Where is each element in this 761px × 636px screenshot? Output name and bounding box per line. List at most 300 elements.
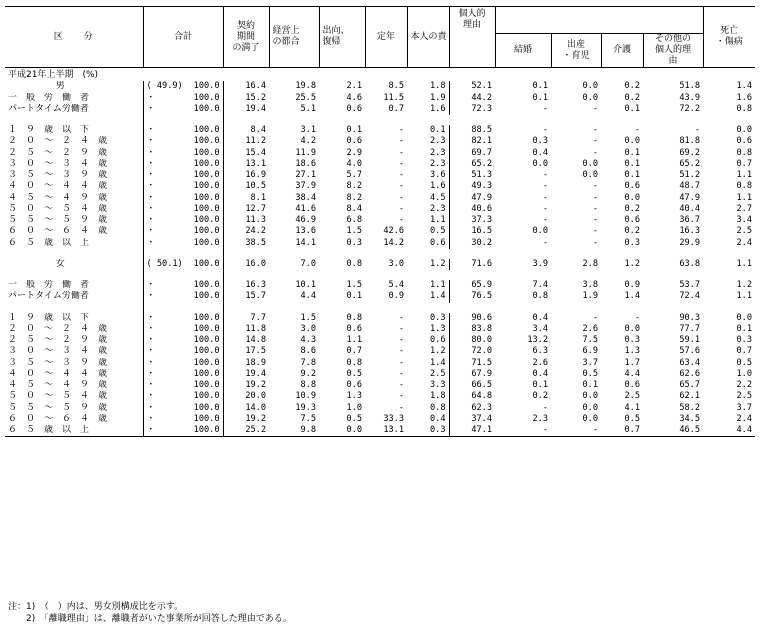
footnotes <box>8 601 292 625</box>
value-cell: 14.0 <box>245 402 267 413</box>
empty-cell <box>551 303 601 313</box>
empty-cell <box>223 303 269 313</box>
value-cell: - <box>398 158 405 169</box>
value-cell: 0.1 <box>532 92 549 103</box>
value-cell: 0.0 <box>582 92 599 103</box>
empty-cell <box>223 115 269 125</box>
value-cell: - <box>398 215 405 226</box>
value-cell: 4.4 <box>300 291 317 302</box>
sex-ratio-cell: ・ <box>146 215 156 226</box>
table-row <box>5 358 755 369</box>
value-cell: 8.2 <box>346 192 363 203</box>
value-cell: - <box>398 391 405 402</box>
value-cell: 65.9 <box>449 280 495 291</box>
period-label: 平成21年上半期 (%) <box>8 70 99 81</box>
total-cell: 100.0 <box>185 104 223 115</box>
value-cell: 0.7 <box>736 158 753 169</box>
sex-ratio-cell: ・ <box>146 158 156 169</box>
row-label: １ ９ 歳 以 下 <box>5 313 143 324</box>
value-cell: 9.8 <box>269 425 319 437</box>
value-cell: 8.8 <box>300 380 317 391</box>
value-cell: 52.1 <box>449 81 495 92</box>
total-cell: 100.0 <box>185 93 223 104</box>
value-cell: 0.3 <box>429 312 446 323</box>
row-label: ６ ５ 歳 以 上 <box>5 238 143 249</box>
value-cell: - <box>398 357 405 368</box>
value-cell: 69.2 <box>679 147 701 158</box>
total-cell: 100.0 <box>185 280 223 291</box>
table-row <box>5 403 755 414</box>
value-cell: 0.1 <box>624 158 641 169</box>
value-cell: 66.5 <box>449 380 495 391</box>
value-cell: 0.5 <box>624 413 641 424</box>
value-cell: 8.2 <box>346 181 363 192</box>
value-cell: 0.8 <box>346 357 363 368</box>
value-cell: 65.2 <box>449 159 495 170</box>
row-label: ５ ０ ～ ５ ４ 歳 <box>5 204 143 215</box>
empty-cell <box>319 303 365 313</box>
header-transfer: 出向、 復帰 <box>319 7 365 68</box>
value-cell: 20.0 <box>245 391 267 402</box>
value-cell: 1.1 <box>736 192 753 203</box>
value-cell: 1.1 <box>346 335 363 346</box>
header-care: 介護 <box>601 34 643 68</box>
value-cell: 0.1 <box>624 103 641 114</box>
empty-cell <box>601 115 643 125</box>
value-cell: 0.0 <box>624 192 641 203</box>
value-cell: 0.1 <box>346 125 363 136</box>
value-cell: 0.7 <box>388 103 405 114</box>
value-cell: 1.3 <box>346 391 363 402</box>
value-cell: 44.2 <box>449 93 495 104</box>
value-cell: 0.5 <box>736 357 753 368</box>
value-cell: 63.4 <box>679 357 701 368</box>
value-cell: - <box>398 136 405 147</box>
value-cell: 83.8 <box>449 324 495 335</box>
empty-cell <box>223 270 269 280</box>
row-label: パートタイム労働者 <box>5 104 143 115</box>
value-cell: 2.5 <box>736 226 753 237</box>
value-cell: - <box>592 237 599 248</box>
value-cell: 38.5 <box>245 237 267 248</box>
table-row <box>5 93 755 104</box>
empty-cell <box>407 249 449 259</box>
value-cell: 63.8 <box>679 258 701 269</box>
sex-ratio-cell: ・ <box>146 103 156 114</box>
table-header <box>5 7 755 68</box>
row-label: ６ ５ 歳 以 上 <box>5 425 143 437</box>
value-cell: 14.8 <box>245 335 267 346</box>
value-cell: 10.1 <box>295 280 317 291</box>
table-row <box>5 81 755 92</box>
value-cell: 11.3 <box>245 215 267 226</box>
value-cell: 46.5 <box>643 425 703 437</box>
total-cell: 100.0 <box>185 181 223 192</box>
value-cell: 2.6 <box>582 323 599 334</box>
value-cell: 0.5 <box>429 226 446 237</box>
value-cell: 3.8 <box>582 280 599 291</box>
value-cell: 11.2 <box>245 136 267 147</box>
total-cell: 100.0 <box>185 125 223 136</box>
sex-ratio-cell: ・ <box>146 291 156 302</box>
value-cell: 0.7 <box>736 346 753 357</box>
empty-cell <box>185 115 223 125</box>
statistics-table <box>5 6 755 437</box>
empty-cell <box>449 115 495 125</box>
value-cell: 2.5 <box>736 391 753 402</box>
value-cell: 19.4 <box>245 368 267 379</box>
value-cell: 11.5 <box>383 92 405 103</box>
empty-cell <box>5 115 143 125</box>
value-cell: 24.2 <box>245 226 267 237</box>
value-cell: 10.5 <box>245 181 267 192</box>
value-cell: 2.2 <box>736 380 753 391</box>
value-cell: 0.0 <box>532 158 549 169</box>
value-cell: 5.4 <box>388 280 405 291</box>
value-cell: 1.4 <box>624 291 641 302</box>
value-cell: 3.6 <box>429 170 446 181</box>
empty-cell <box>5 270 143 280</box>
total-cell: 100.0 <box>185 81 223 92</box>
sex-ratio-cell: ・ <box>146 402 156 413</box>
total-cell: 100.0 <box>185 170 223 181</box>
value-cell: 0.1 <box>532 380 549 391</box>
sex-ratio-cell: ・ <box>146 312 156 323</box>
total-cell: 100.0 <box>185 291 223 302</box>
value-cell: 1.5 <box>300 312 317 323</box>
footnote-1: 注：1) （ ）内は、男女別構成比を示す。 <box>8 602 184 612</box>
empty-cell <box>185 249 223 259</box>
table-row <box>5 215 755 226</box>
empty-cell <box>269 303 319 313</box>
value-cell: 3.3 <box>429 380 446 391</box>
value-cell: 0.2 <box>624 203 641 214</box>
row-label: ４ ５ ～ ４ ９ 歳 <box>5 380 143 391</box>
spacer-row <box>5 303 755 313</box>
value-cell: 0.1 <box>582 380 599 391</box>
value-cell: 9.2 <box>300 368 317 379</box>
value-cell: 0.1 <box>736 323 753 334</box>
empty-cell <box>143 115 185 125</box>
value-cell: - <box>398 312 405 323</box>
value-cell: - <box>495 425 551 437</box>
value-cell: 19.4 <box>245 103 267 114</box>
value-cell: 37.4 <box>449 414 495 425</box>
empty-cell <box>601 270 643 280</box>
value-cell: 0.8 <box>736 103 753 114</box>
value-cell: 1.1 <box>429 215 446 226</box>
value-cell: 82.1 <box>449 136 495 147</box>
total-cell: 100.0 <box>185 403 223 414</box>
total-cell: 100.0 <box>185 136 223 147</box>
total-cell: 100.0 <box>185 358 223 369</box>
value-cell: 1.4 <box>429 357 446 368</box>
value-cell: 19.8 <box>295 81 317 92</box>
value-cell: 72.2 <box>679 103 701 114</box>
value-cell: 1.6 <box>736 92 753 103</box>
value-cell: - <box>592 125 599 136</box>
value-cell: - <box>398 203 405 214</box>
sex-ratio-cell: ( 49.9) <box>146 81 183 92</box>
value-cell: 1.1 <box>429 280 446 291</box>
value-cell: 46.9 <box>295 215 317 226</box>
empty-cell <box>223 249 269 259</box>
sex-ratio-cell: ・ <box>146 335 156 346</box>
value-cell: 0.0 <box>582 170 599 181</box>
table-row <box>5 136 755 147</box>
value-cell: 13.1 <box>365 425 407 437</box>
sex-ratio-cell: ( 50.1) <box>146 258 183 269</box>
row-label: ５ ０ ～ ５ ４ 歳 <box>5 391 143 402</box>
value-cell: 0.0 <box>624 323 641 334</box>
row-label: ３ ５ ～ ３ ９ 歳 <box>5 358 143 369</box>
empty-cell <box>319 249 365 259</box>
table-row <box>5 346 755 357</box>
empty-cell <box>703 115 755 125</box>
total-cell: 100.0 <box>185 148 223 159</box>
empty-cell <box>495 249 551 259</box>
value-cell: 0.0 <box>582 391 599 402</box>
value-cell: 33.3 <box>383 413 405 424</box>
value-cell: - <box>694 125 701 136</box>
value-cell: 8.5 <box>388 81 405 92</box>
value-cell: 47.1 <box>449 425 495 437</box>
sex-ratio-cell: ・ <box>143 425 185 437</box>
value-cell: 25.2 <box>223 425 269 437</box>
value-cell: 7.0 <box>300 258 317 269</box>
table-row <box>5 291 755 302</box>
value-cell: 0.0 <box>582 158 599 169</box>
value-cell: 2.3 <box>429 136 446 147</box>
spacer-row <box>5 115 755 125</box>
value-cell: - <box>542 181 549 192</box>
row-label: ３ ０ ～ ３ ４ 歳 <box>5 346 143 357</box>
empty-cell <box>449 303 495 313</box>
row-label: ４ ０ ～ ４ ４ 歳 <box>5 369 143 380</box>
value-cell: 0.6 <box>346 103 363 114</box>
table-row <box>5 159 755 170</box>
value-cell: 36.7 <box>679 215 701 226</box>
value-cell: 6.3 <box>532 346 549 357</box>
value-cell: 88.5 <box>449 125 495 136</box>
total-cell: 100.0 <box>185 380 223 391</box>
value-cell: 0.5 <box>582 368 599 379</box>
value-cell: 0.1 <box>429 125 446 136</box>
value-cell: 11.8 <box>245 323 267 334</box>
value-cell: 0.6 <box>346 323 363 334</box>
value-cell: 0.1 <box>624 170 641 181</box>
header-personal-span <box>495 7 703 34</box>
value-cell: 1.9 <box>582 291 599 302</box>
spacer-row <box>5 270 755 280</box>
value-cell: 1.6 <box>429 181 446 192</box>
sex-ratio-cell: ・ <box>146 136 156 147</box>
value-cell: 37.9 <box>295 181 317 192</box>
value-cell: 8.4 <box>346 203 363 214</box>
value-cell: 2.9 <box>346 147 363 158</box>
value-cell: - <box>398 192 405 203</box>
value-cell: 0.6 <box>429 237 446 248</box>
table-row <box>5 369 755 380</box>
value-cell: 4.1 <box>624 402 641 413</box>
row-label: ５ ５ ～ ５ ９ 歳 <box>5 403 143 414</box>
value-cell: 1.6 <box>429 103 446 114</box>
value-cell: 3.7 <box>736 402 753 413</box>
value-cell: 29.9 <box>679 237 701 248</box>
value-cell: 30.2 <box>449 238 495 249</box>
empty-cell <box>319 270 365 280</box>
total-cell: 100.0 <box>185 414 223 425</box>
empty-cell <box>601 249 643 259</box>
value-cell: 19.3 <box>295 402 317 413</box>
header-death: 死亡 ・傷病 <box>703 7 755 68</box>
value-cell: 0.0 <box>582 81 599 92</box>
empty-cell <box>269 249 319 259</box>
value-cell: 0.3 <box>736 335 753 346</box>
value-cell: 0.0 <box>624 136 641 147</box>
sex-ratio-cell: ・ <box>146 368 156 379</box>
value-cell: 6.8 <box>346 215 363 226</box>
value-cell: 1.1 <box>736 291 753 302</box>
value-cell: 8.6 <box>300 346 317 357</box>
header-total: 合計 <box>143 7 223 68</box>
value-cell: 0.0 <box>582 413 599 424</box>
value-cell: 2.8 <box>582 258 599 269</box>
total-cell: 100.0 <box>185 259 223 270</box>
value-cell: 72.0 <box>449 346 495 357</box>
empty-cell <box>601 303 643 313</box>
value-cell: 77.7 <box>679 323 701 334</box>
row-label: ２ ５ ～ ２ ９ 歳 <box>5 335 143 346</box>
value-cell: 4.0 <box>346 158 363 169</box>
value-cell: 4.5 <box>429 192 446 203</box>
value-cell: - <box>592 147 599 158</box>
value-cell: 16.0 <box>245 258 267 269</box>
value-cell: 0.8 <box>429 402 446 413</box>
total-cell: 100.0 <box>185 204 223 215</box>
value-cell: 15.4 <box>245 147 267 158</box>
value-cell: 1.2 <box>624 258 641 269</box>
value-cell: 53.7 <box>679 280 701 291</box>
table-row <box>5 313 755 324</box>
value-cell: 1.1 <box>736 258 753 269</box>
footnote-2: 2) 「離職理由」は、離職者がいた事業所が回答した理由である。 <box>8 614 292 624</box>
value-cell: 16.3 <box>679 226 701 237</box>
empty-cell <box>643 303 703 313</box>
sex-ratio-cell: ・ <box>146 346 156 357</box>
total-cell: 100.0 <box>185 159 223 170</box>
value-cell: - <box>542 170 549 181</box>
empty-cell <box>269 115 319 125</box>
sex-ratio-cell: ・ <box>146 380 156 391</box>
value-cell: 11.9 <box>295 147 317 158</box>
value-cell: 47.9 <box>449 193 495 204</box>
value-cell: 0.5 <box>346 368 363 379</box>
value-cell: 64.8 <box>449 391 495 402</box>
value-cell: 0.5 <box>346 413 363 424</box>
header-management: 経営上 の都合 <box>269 7 319 68</box>
value-cell: 0.4 <box>429 413 446 424</box>
value-cell: 2.6 <box>532 357 549 368</box>
value-cell: 48.7 <box>679 181 701 192</box>
value-cell: 3.0 <box>388 258 405 269</box>
value-cell: 0.4 <box>532 312 549 323</box>
value-cell: 18.6 <box>295 158 317 169</box>
value-cell: 0.9 <box>388 291 405 302</box>
value-cell: 0.2 <box>624 92 641 103</box>
table-row <box>5 280 755 291</box>
value-cell: 2.7 <box>736 203 753 214</box>
total-cell: 100.0 <box>185 215 223 226</box>
value-cell: 59.1 <box>679 335 701 346</box>
value-cell: - <box>634 312 641 323</box>
table-body <box>5 68 755 437</box>
value-cell: 16.5 <box>449 226 495 237</box>
value-cell: 1.3 <box>429 323 446 334</box>
value-cell: 0.6 <box>736 136 753 147</box>
sex-ratio-cell: ・ <box>146 323 156 334</box>
value-cell: - <box>398 181 405 192</box>
value-cell: 41.6 <box>295 203 317 214</box>
value-cell: 43.9 <box>679 92 701 103</box>
value-cell: 0.0 <box>532 226 549 237</box>
value-cell: 18.9 <box>245 357 267 368</box>
empty-cell <box>551 249 601 259</box>
value-cell: 0.6 <box>346 380 363 391</box>
total-cell: 100.0 <box>185 335 223 346</box>
table-row <box>5 238 755 249</box>
value-cell: - <box>592 136 599 147</box>
empty-cell <box>551 115 601 125</box>
header-personal: 個人的 理由 <box>449 7 495 34</box>
empty-cell <box>5 249 143 259</box>
table-row <box>5 425 755 437</box>
empty-cell <box>269 270 319 280</box>
value-cell: 10.9 <box>295 391 317 402</box>
value-cell: 0.8 <box>736 181 753 192</box>
value-cell: 90.6 <box>449 313 495 324</box>
empty-cell <box>495 115 551 125</box>
value-cell: 13.6 <box>295 226 317 237</box>
value-cell: 0.6 <box>346 136 363 147</box>
value-cell: 51.3 <box>449 170 495 181</box>
value-cell: 0.0 <box>319 425 365 437</box>
value-cell: 14.1 <box>295 237 317 248</box>
value-cell: 49.3 <box>449 181 495 192</box>
value-cell: 81.8 <box>679 136 701 147</box>
row-label: ６ ０ ～ ６ ４ 歳 <box>5 226 143 237</box>
value-cell: 40.6 <box>449 204 495 215</box>
value-cell: - <box>592 215 599 226</box>
value-cell: 0.3 <box>532 136 549 147</box>
sex-ratio-cell: ・ <box>146 391 156 402</box>
total-cell: 100.0 <box>185 238 223 249</box>
value-cell: 7.7 <box>250 312 267 323</box>
value-cell: 2.3 <box>429 158 446 169</box>
header-childbirth: 出産 ・育児 <box>551 34 601 68</box>
header-other-personal: その他の 個人的理 由 <box>643 34 703 68</box>
value-cell: - <box>398 368 405 379</box>
value-cell: 4.2 <box>300 136 317 147</box>
empty-cell <box>407 270 449 280</box>
value-cell: 1.1 <box>736 170 753 181</box>
row-label: 女 <box>5 259 143 270</box>
total-cell: 100.0 <box>185 425 223 437</box>
value-cell: 6.9 <box>582 346 599 357</box>
value-cell: 0.3 <box>624 237 641 248</box>
value-cell: - <box>398 402 405 413</box>
value-cell: - <box>542 125 549 136</box>
